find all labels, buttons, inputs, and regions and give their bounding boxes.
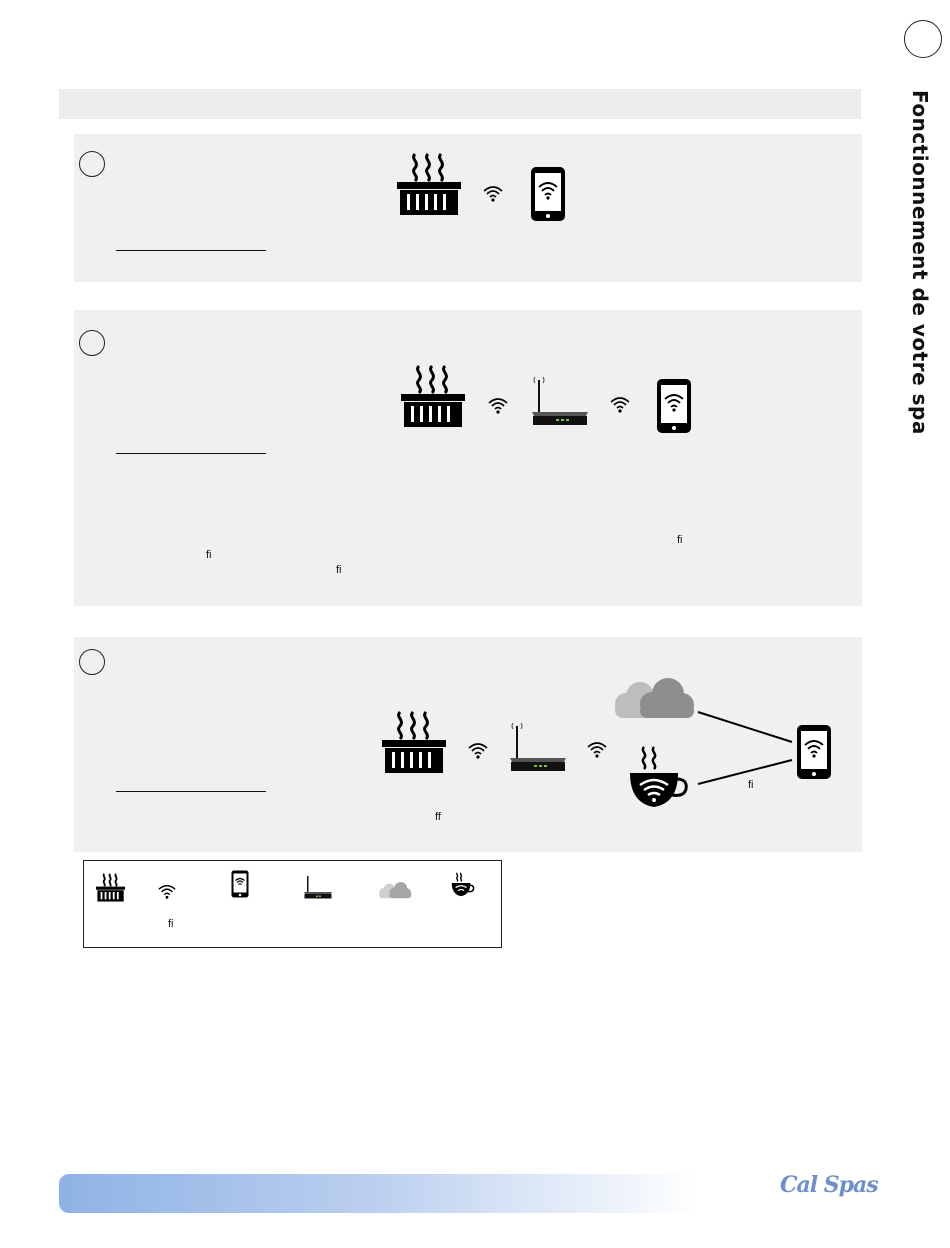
- panel-direct-connection: [74, 134, 862, 282]
- phone-icon: [231, 870, 249, 898]
- spa-heater-icon: [397, 152, 463, 216]
- corner-circle: [904, 20, 942, 58]
- wifi-icon: [157, 882, 177, 900]
- router-icon: [303, 874, 333, 899]
- wifi-icon: [482, 183, 504, 203]
- cloud-icon: [612, 678, 696, 720]
- connector-lines: [696, 708, 796, 788]
- section-title: [896, 90, 936, 460]
- router-icon: [530, 376, 590, 426]
- step-circle-3: [79, 649, 105, 675]
- brand-logo: [780, 1172, 878, 1198]
- cloud-icon: [378, 882, 412, 899]
- spa-heater-icon: [401, 364, 467, 428]
- phone-icon: [530, 166, 566, 222]
- legend-ligature: fi: [168, 918, 174, 930]
- brand-logo-text: Cal Spas: [780, 1172, 878, 1198]
- ligature-text: fi: [677, 534, 683, 546]
- step-circle-1: [79, 151, 105, 177]
- spa-heater-icon: [96, 873, 126, 902]
- ligature-text: fi: [336, 564, 342, 576]
- icon-legend: [83, 860, 502, 948]
- spa-heater-icon: [382, 710, 448, 774]
- underline-2: [116, 453, 266, 454]
- underline-1: [116, 250, 266, 251]
- wifi-icon: [586, 739, 608, 759]
- underline-3: [116, 791, 266, 792]
- wifi-icon: [487, 395, 509, 415]
- cafe-wifi-icon: [451, 872, 475, 897]
- ligature-text: fi: [748, 779, 754, 791]
- phone-icon: [656, 378, 692, 434]
- step-circle-2: [79, 330, 105, 356]
- cafe-wifi-icon: [628, 745, 690, 809]
- wifi-icon: [467, 740, 489, 760]
- phone-icon: [796, 724, 832, 780]
- section-title-text: Fonctionnement de votre spa: [908, 90, 932, 435]
- panel-home-network: [74, 310, 862, 606]
- router-icon: [508, 722, 568, 772]
- header-bar: [59, 89, 861, 119]
- footer-bar: [59, 1174, 699, 1213]
- wifi-icon: [609, 394, 631, 414]
- ligature-text: fi: [206, 549, 212, 561]
- ligature-text: ff: [435, 811, 441, 823]
